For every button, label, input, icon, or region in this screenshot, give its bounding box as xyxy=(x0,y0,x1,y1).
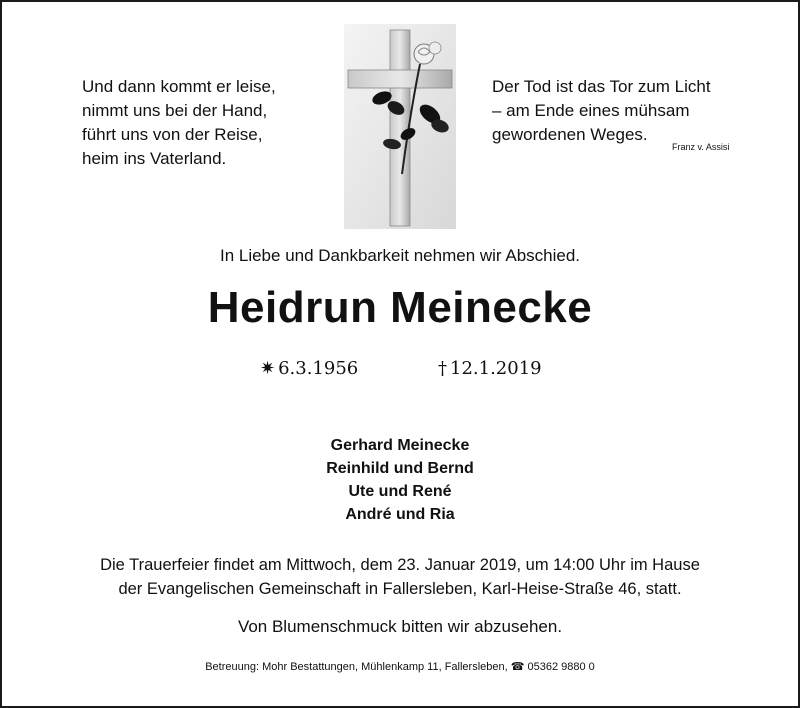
poem-line: – am Ende eines mühsam xyxy=(492,101,690,120)
poem-line: heim ins Vaterland. xyxy=(82,149,227,168)
poem-left xyxy=(82,75,342,171)
birth-date-value: 6.3.1956 xyxy=(278,358,359,379)
poem-line: führt uns von der Reise, xyxy=(82,125,263,144)
death-date-value: 12.1.2019 xyxy=(450,358,542,379)
mourner: André und Ria xyxy=(345,506,455,523)
cross-icon: † xyxy=(438,358,447,379)
cross-with-rose-image xyxy=(344,24,456,229)
service-info xyxy=(0,553,800,601)
deceased-name: Heidrun Meinecke xyxy=(207,283,593,332)
poem-line: Und dann kommt er leise, xyxy=(82,77,276,96)
mourners-list xyxy=(0,434,800,526)
star-icon: ✷ xyxy=(260,358,276,379)
service-line: Die Trauerfeier findet am Mittwoch, dem 23. Januar 2019, um 14:00 Uhr im Hause xyxy=(100,556,700,574)
poem-line: nimmt uns bei der Hand, xyxy=(82,101,268,120)
death-date xyxy=(438,358,542,379)
poem-line: Der Tod ist das Tor zum Licht xyxy=(492,77,711,96)
birth-date xyxy=(260,358,358,379)
funeral-home-footer: Betreuung: Mohr Bestattungen, Mühlenkamp 11, Fallersleben, ☎ 05362 9880 0 xyxy=(205,661,595,673)
poem-right xyxy=(492,75,752,147)
flowers-note: Von Blumenschmuck bitten wir abzusehen. xyxy=(237,617,563,636)
intro-text: In Liebe und Dankbarkeit nehmen wir Abschied. xyxy=(219,246,581,265)
mourner: Reinhild und Bernd xyxy=(326,460,474,477)
poem-attribution: Franz v. Assisi xyxy=(672,142,730,152)
mourner: Gerhard Meinecke xyxy=(330,437,470,454)
poem-line: gewordenen Weges. xyxy=(492,125,648,144)
mourner: Ute und René xyxy=(348,483,452,500)
service-line: der Evangelischen Gemeinschaft in Fallersleben, Karl-Heise-Straße 46, statt. xyxy=(118,580,682,598)
